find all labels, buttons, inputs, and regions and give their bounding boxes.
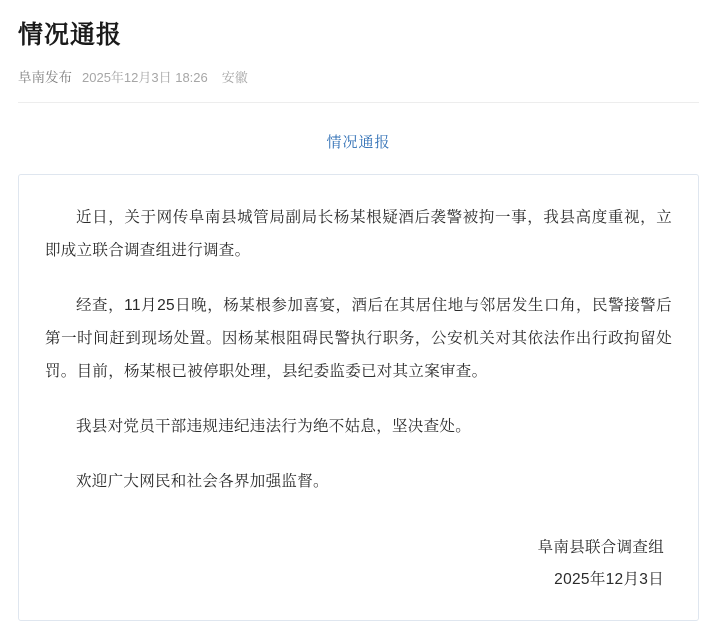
notice-paragraph: 我县对党员干部违规违纪违法行为绝不姑息，坚决查处。 [76, 418, 472, 435]
article-region: 安徽 [221, 69, 248, 85]
meta-divider [18, 102, 699, 103]
article-timestamp: 2025年12月3日 18:26 [82, 69, 208, 85]
page-title: 情况通报 [18, 21, 123, 49]
notice-signature-block [45, 532, 672, 596]
article-meta [18, 66, 699, 86]
notice-signature: 阜南县联合调查组 [537, 539, 664, 556]
notice-paragraph: 经查，11月25日晚，杨某根参加喜宴，酒后在其居住地与邻居发生口角，民警接警后第一时间赶到现场处置。因杨某根阻碍民警执行职务，公安机关对其依法作出行政拘留处罚。目前，杨某根已被停职处理，县纪委监委已对其立案审查。 [45, 297, 672, 380]
notice-heading: 情况通报 [326, 134, 391, 151]
article-source[interactable]: 阜南发布 [18, 70, 72, 85]
notice-paragraph: 欢迎广大网民和社会各界加强监督。 [76, 473, 329, 490]
notice-paragraph: 近日，关于网传阜南县城管局副局长杨某根疑酒后袭警被拘一事，我县高度重视，立即成立联合调查组进行调查。 [45, 209, 672, 259]
notice-card [18, 174, 699, 621]
notice-sign-date: 2025年12月3日 [554, 571, 664, 588]
